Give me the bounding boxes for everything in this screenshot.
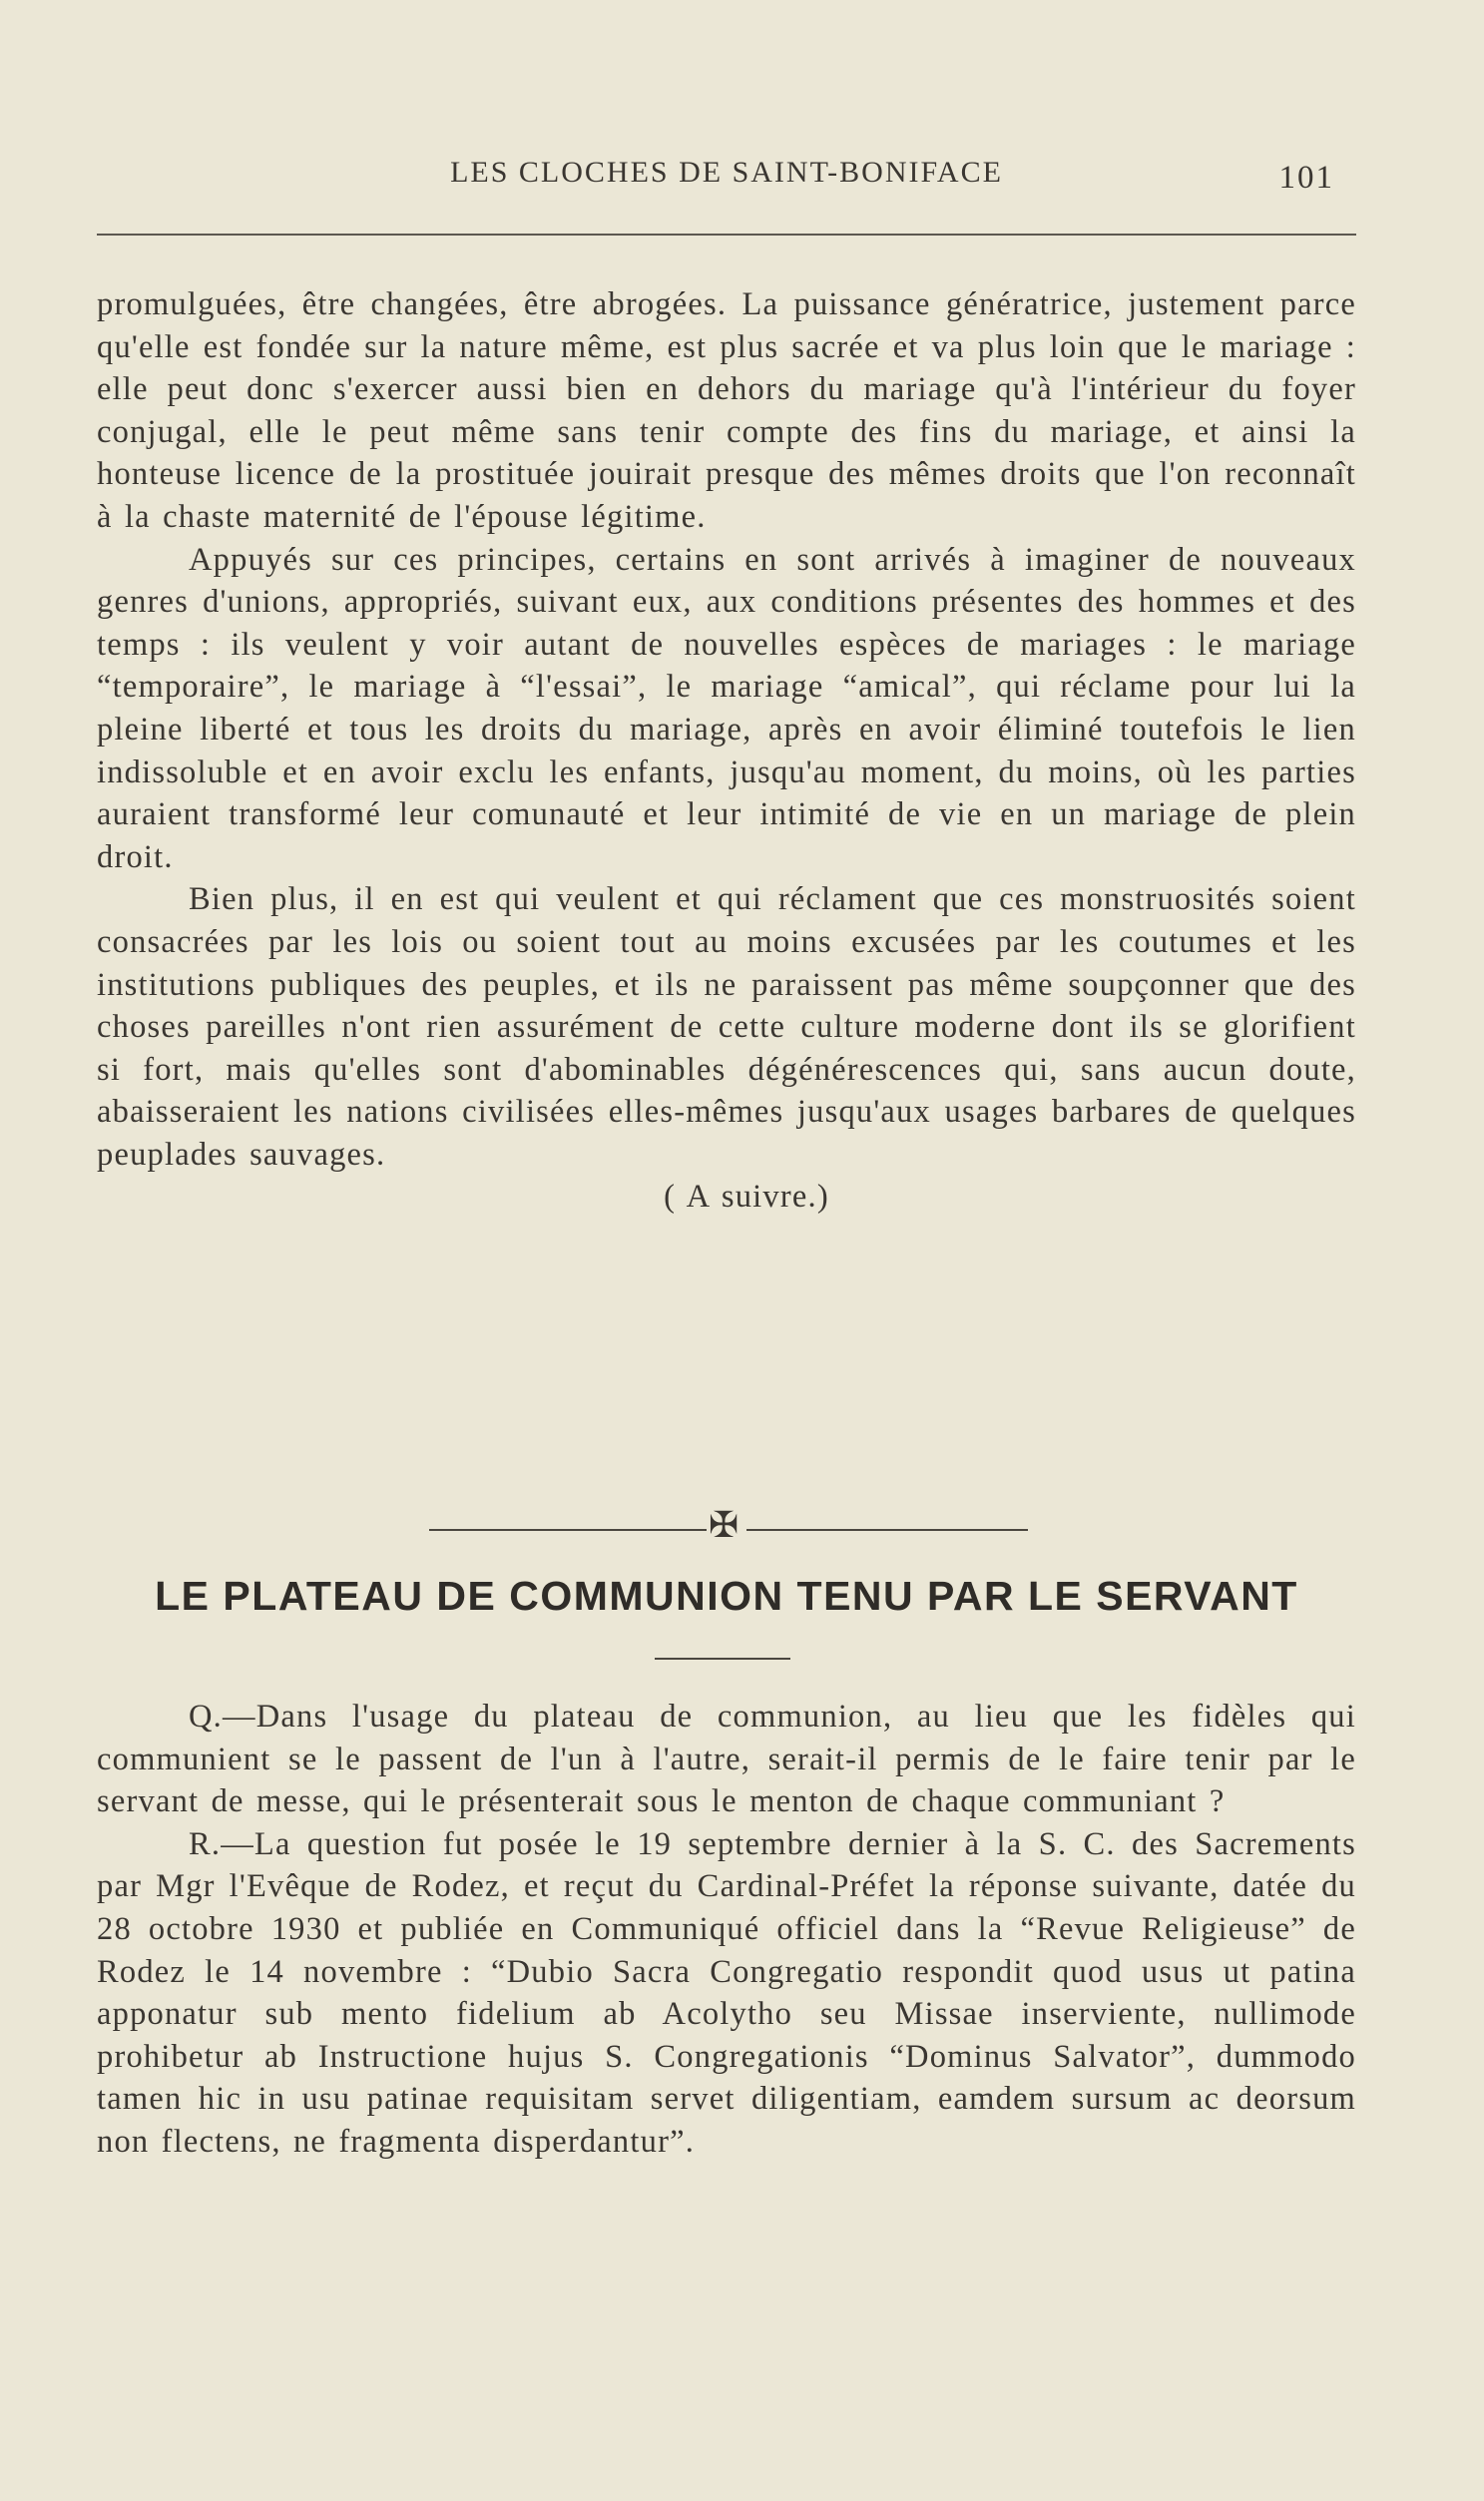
paragraph: Appuyés sur ces principes, certains en sont arrivés à imaginer de nouveaux genres d'unions, appropriés, suivant eux, aux conditions présentes des hommes et des temps : ils veulent y voir autant de nouvelles espèces de mariages : le mariage “temporaire”, le mariage à “l'essai”, le mariage “amical”, qui réclame pour lui la pleine liberté et tous les droits du mariage, après en avoir éliminé toutefois le lien indissoluble et en avoir exclu les enfants, jusqu'au moment, du moins, où les parties auraient transformé leur comunauté et leur intimité de vie en un mariage de plein droit.: [97, 541, 1356, 875]
section-divider-ornament: [429, 1505, 1028, 1545]
title-rule: [655, 1658, 790, 1660]
paragraph: Bien plus, il en est qui veulent et qui réclament que ces monstruosités soient consacrées par les lois ou soient tout au moins excusées par les coutumes et les institutions publiques des peuples, et ils ne paraissent pas même soupçonner que des choses pareilles n'ont rien assurément de cette culture moderne dont ils se glorifient si fort, mais qu'elles sont d'abominables dégénérescences qui, sans aucun doute, abaisseraient les nations civilisées elles-mêmes jusqu'aux usages barbares de quelques peuplades sauvages.: [97, 881, 1356, 1173]
divider-line-left: [429, 1529, 707, 1531]
header-rule: [97, 234, 1356, 236]
book-page: [97, 0, 1356, 2501]
running-title: LES CLOCHES DE SAINT-BONIFACE: [450, 156, 1003, 189]
section-title: LE PLATEAU DE COMMUNION TENU PAR LE SERVANT: [155, 1573, 1298, 1619]
question-answer: [97, 1696, 1356, 2164]
answer-paragraph: R.—La question fut posée le 19 septembre dernier à la S. C. des Sacrements par Mgr l'Evêque de Rodez, et reçut du Cardinal-Préfet la réponse suivante, datée du 28 octobre 1930 et publiée en Communiqué officiel dans la “Revue Religieuse” de Rodez le 14 novembre : “Dubio Sacra Congregatio respondit quod usus ut patina apponatur sub mento fidelium ab Acolytho seu Missae inserviente, nullimode prohibetur ab Instructione hujus S. Congregationis “Dominus Salvator”, dummodo tamen hic in usu patinae requisitam servet diligentiam, eamdem sursum ac deorsum non flectens, ne fragmenta disperdantur”.: [97, 1825, 1356, 2160]
to-be-continued-note: ( A suivre.): [664, 1179, 829, 1216]
article-continued: [97, 283, 1356, 1219]
cross-ornament-icon: ✠: [709, 1505, 740, 1545]
running-head: [97, 152, 1356, 202]
page-number: 101: [1278, 160, 1334, 196]
divider-line-right: [746, 1529, 1028, 1531]
question-paragraph: Q.—Dans l'usage du plateau de communion, au lieu que les fidèles qui communient se le passent de l'un à l'autre, serait-il permis de le faire tenir par le servant de messe, qui le présenterait sous le menton de chaque communiant ?: [97, 1699, 1356, 1820]
paragraph: promulguées, être changées, être abrogées. La puissance génératrice, justement parce qu'elle est fondée sur la nature même, est plus sacrée et va plus loin que le mariage : elle peut donc s'exercer aussi bien en dehors du mariage qu'à l'intérieur du foyer conjugal, elle le peut même sans tenir compte des fins du mariage, et ainsi la honteuse licence de la prostituée jouirait presque des mêmes droits que l'on reconnaît à la chaste maternité de l'épouse légitime.: [97, 286, 1356, 535]
